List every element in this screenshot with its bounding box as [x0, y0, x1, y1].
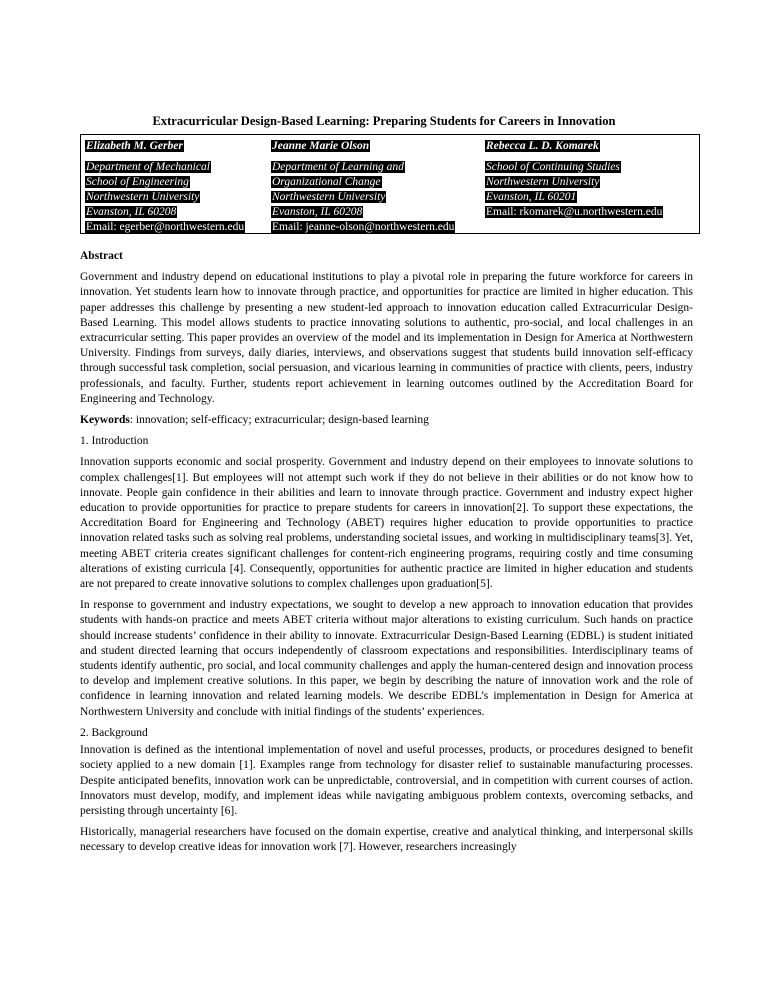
author-2 [271, 139, 455, 235]
keywords-text: : innovation; self-efficacy; extracurricular; design-based learning [129, 414, 429, 427]
author-2-email: Email: jeanne-olson@northwestern.edu [272, 221, 455, 233]
author-2-affiliation-line: Organizational Change [272, 176, 381, 188]
author-1-email: Email: egerber@northwestern.edu [86, 221, 245, 233]
author-1-affiliation-line: Northwestern University [86, 191, 200, 203]
section-heading-introduction: 1. Introduction [80, 435, 149, 448]
author-3-affiliation-line: Northwestern University [486, 176, 600, 188]
paper-body [80, 249, 693, 862]
paragraph: Innovation is defined as the intentional implementation of novel and useful processes, products, or procedures designed to benefit society applied to a new domain [1]. Examples range from technology for disaster relief to sustainable manufacturing processes. Despite anticipated benefits, innovation work can be unpredictable, controversial, and in competition with current courses of action. Innovators must develop, modify, and implement ideas while navigating ambiguous problem contexts, overcoming setbacks, and persisting through uncertainty [6]. [80, 744, 693, 817]
author-3 [485, 139, 663, 220]
abstract-heading: Abstract [80, 250, 123, 262]
paper-title: Extracurricular Design-Based Learning: Preparing Students for Careers in Innovation [152, 114, 616, 128]
author-3-affiliation-line: School of Continuing Studies [486, 161, 620, 173]
author-1-affiliation-line: Department of Mechanical [86, 161, 210, 173]
paragraph: Innovation supports economic and social prosperity. Government and industry depend on their employees to innovate solutions to complex challenges[1]. But employees will not attempt such work if they do not believe in their abilities or do not know how to innovate. People gain confidence in their abilities and learn to innovate through practice. Government and industry expect higher education to provide opportunities for practice to prepare students for careers in innovation[2]. To support these expectations, the Accreditation Board for Engineering and Technology (ABET) requires higher education to provide opportunities to practice innovation related tasks such as solving real problems, understanding societal issues, and working in multidisciplinary teams[3]. Yet, meeting ABET criteria creates significant challenges for content-rich engineering programs, requiring costly and time consuming alterations of existing curricula [4]. Consequently, opportunities for authentic practice are limited in higher education and students are not prepared to create innovative solutions to complex challenges upon graduation[5]. [80, 456, 693, 591]
author-1-name: Elizabeth M. Gerber [86, 140, 183, 152]
keywords-label: Keywords [80, 414, 130, 427]
author-2-name: Jeanne Marie Olson [272, 140, 370, 152]
author-2-affiliation-line: Department of Learning and [272, 161, 404, 173]
author-1-affiliation-line: Evanston, IL 60208 [86, 206, 177, 218]
author-block [80, 134, 700, 234]
author-2-affiliation-line: Evanston, IL 60208 [272, 206, 363, 218]
author-1 [85, 139, 245, 235]
paragraph: Historically, managerial researchers have focused on the domain expertise, creative and analytical thinking, and interpersonal skills necessary to develop creative ideas for innovation work [7]. However, researchers increasingly [80, 826, 693, 854]
author-3-name: Rebecca L. D. Komarek [486, 140, 599, 152]
author-2-affiliation-line: Northwestern University [272, 191, 386, 203]
keywords-line [80, 413, 693, 428]
abstract-text: Government and industry depend on educational institutions to play a pivotal role in preparing the future workforce for careers in innovation. Yet students learn how to innovate through practice, and opportunities for practice are limited in higher education. This paper addresses this challenge by presenting a new student-led approach to innovation education called Extracurricular Design-Based Learning. This model allows students to practice innovating solutions to authentic, pro-social, and local challenges in an extracurricular setting. This paper provides an overview of the model and its implementation in Design for America at Northwestern University. Findings from surveys, daily diaries, interviews, and observations suggest that students build innovation self-efficacy through successful task completion, social persuasion, and vicarious learning in communities of practice with clients, peers, industry professionals, and faculty. Further, students report achievement in learning outcomes outlined by the Accreditation Board for Engineering and Technology. [80, 271, 693, 405]
paragraph: In response to government and industry expectations, we sought to develop a new approach to innovation education that provides students with hands-on practice and meets ABET criteria without major alterations to existing curriculum. Such hands on practice should increase students’ confidence in their ability to innovate. Extracurricular Design-Based Learning (EDBL) is student initiated and student directed learning that occurs independently of classroom expectations and responsibilities. Interdisciplinary teams of students identify authentic, pro social, and local community challenges and apply the human-centered design and innovation process to develop and implement creative solutions. In this paper, we begin by describing the nature of innovation work and the role of confidence in learning innovation and related learning models. We describe EDBL’s implementation in Design for America at Northwestern University and conclude with initial findings of the students’ experiences. [80, 599, 693, 718]
section-heading-background: 2. Background [80, 726, 148, 739]
author-3-affiliation-line: Evanston, IL 60201 [486, 191, 577, 203]
author-3-email: Email: rkomarek@u.northwestern.edu [486, 206, 663, 218]
author-1-affiliation-line: School of Engineering [86, 176, 189, 188]
